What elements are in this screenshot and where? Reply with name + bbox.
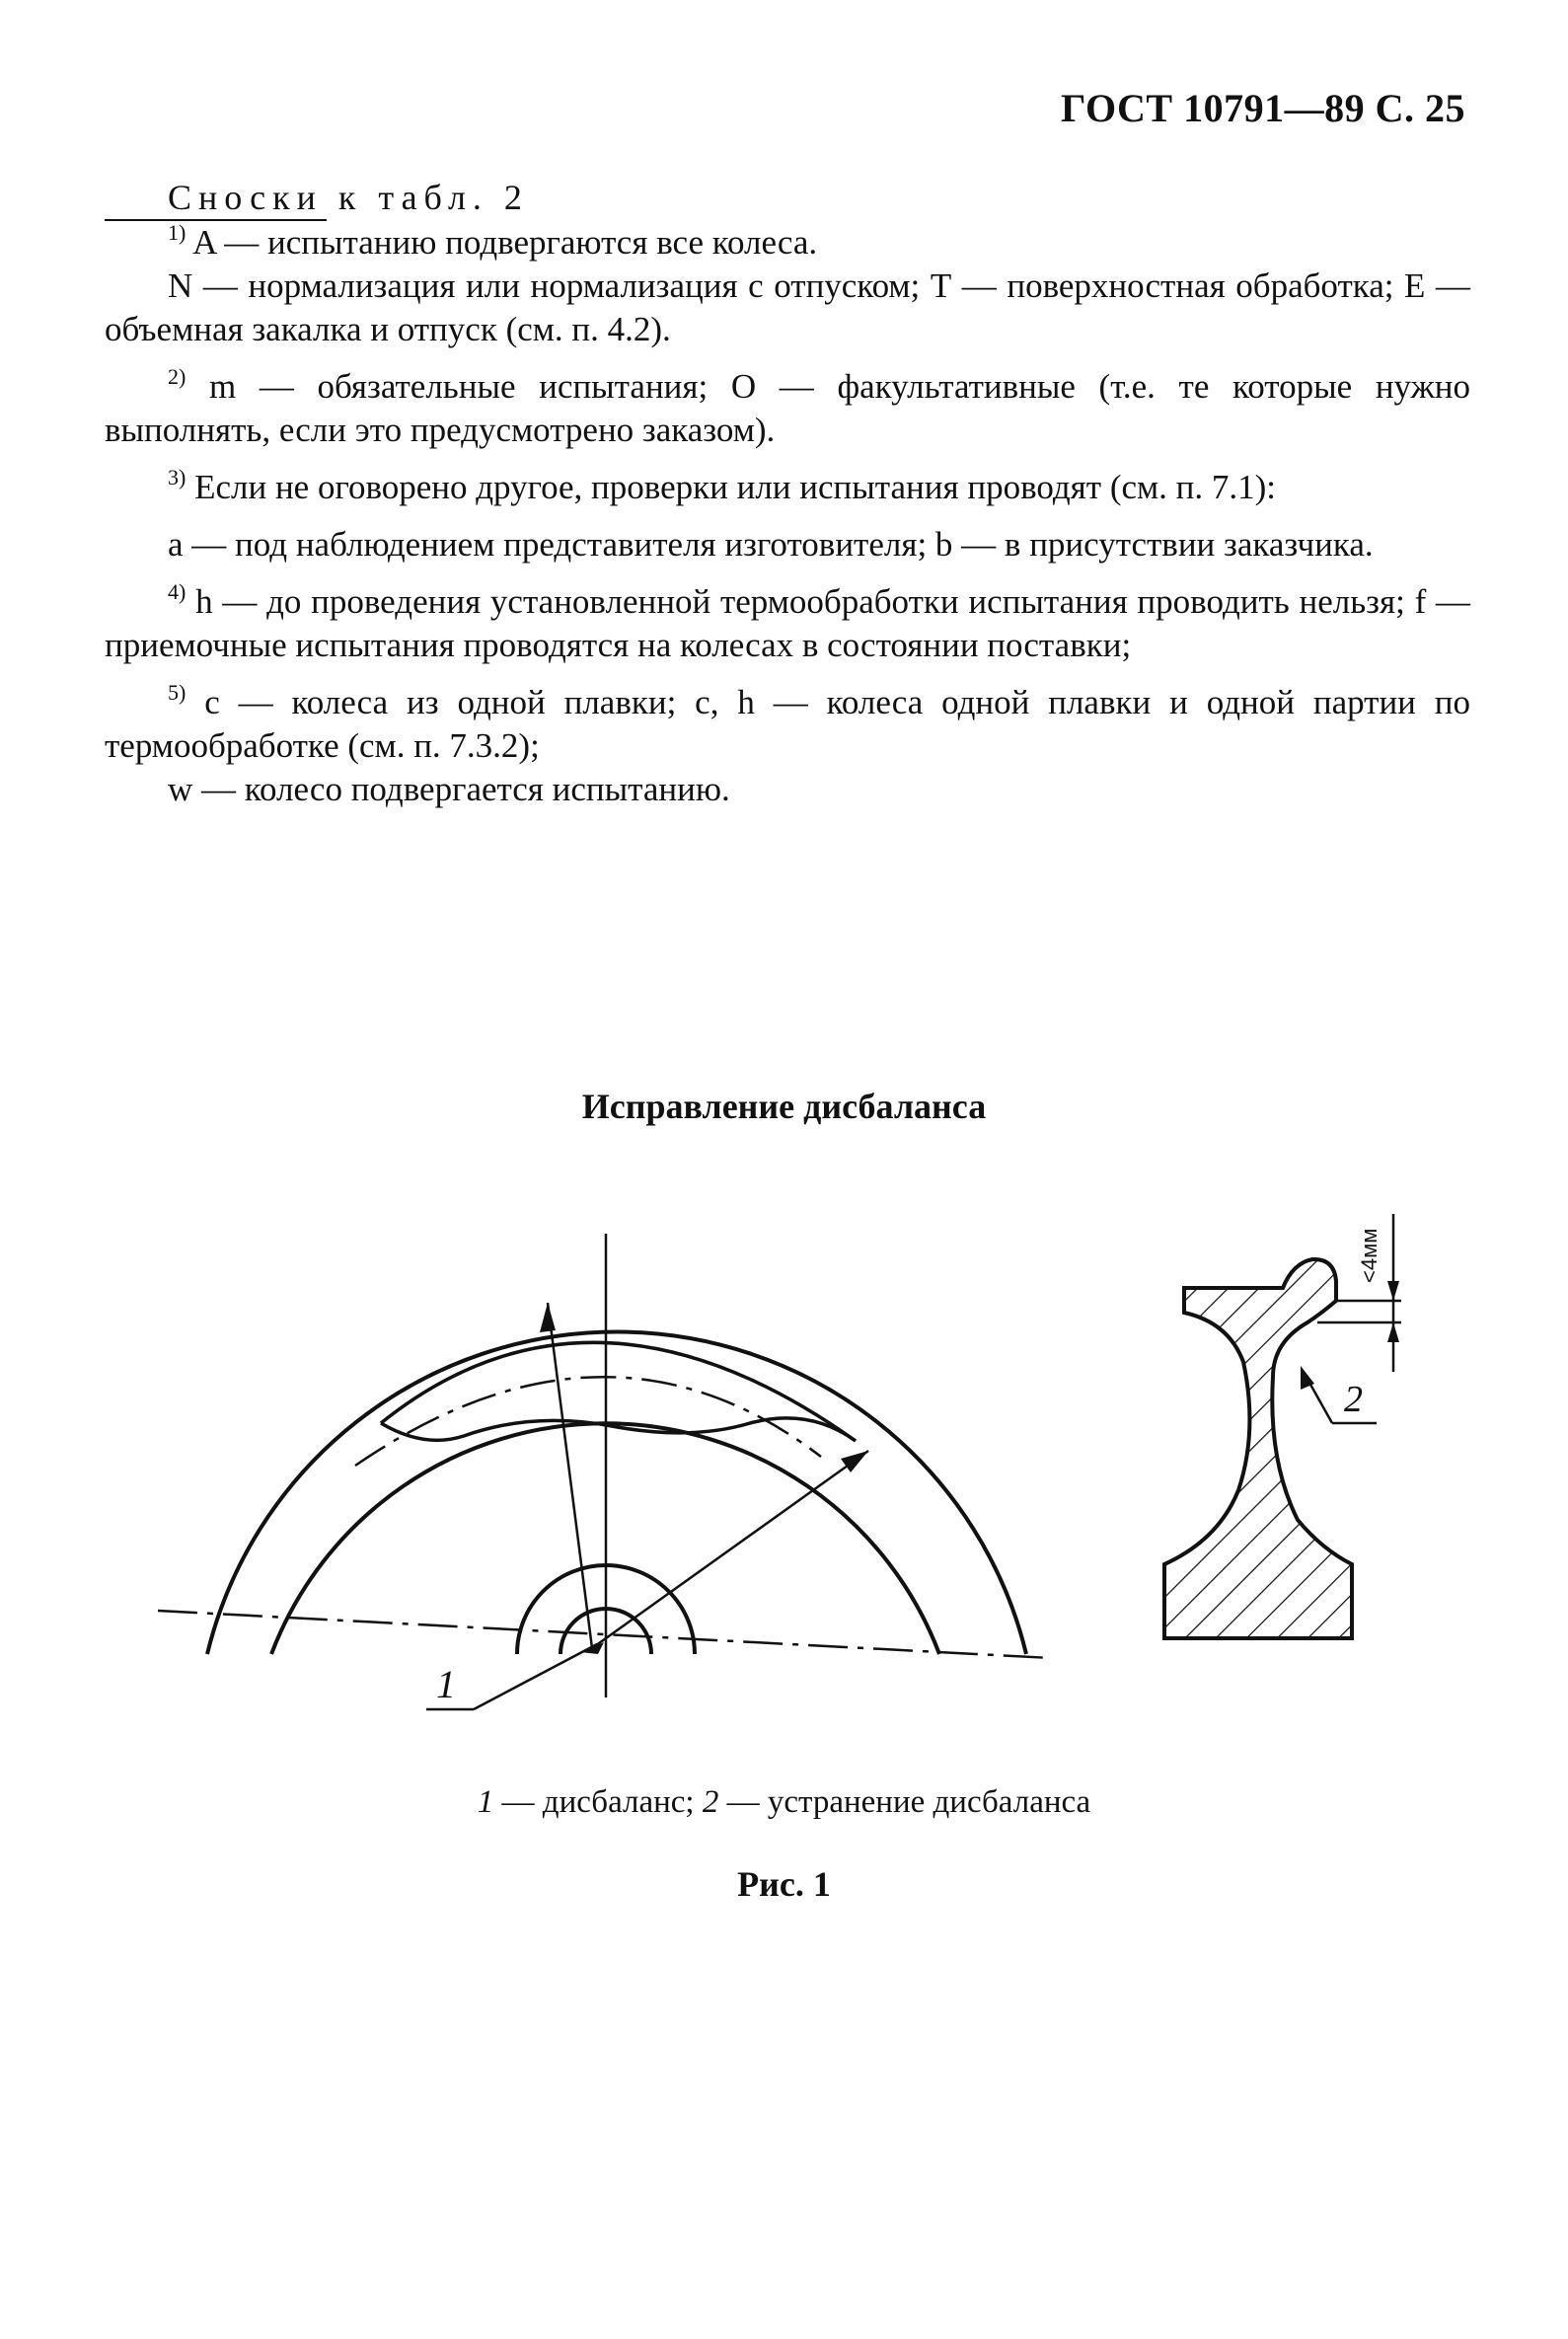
footnote-mark: 4) (168, 579, 187, 604)
footnote-1 (105, 221, 1470, 264)
radius-arrow-1 (548, 1303, 592, 1648)
caption-num-2: 2 (702, 1784, 719, 1820)
footnote-3 (105, 466, 1470, 509)
label-1: 1 (436, 1662, 456, 1706)
footnote-1-cont (105, 264, 1470, 351)
footnotes-title-text: Сноски к табл. 2 (168, 178, 529, 217)
title-underline (105, 219, 327, 221)
footnote-text: w — колесо подвергается испытанию. (168, 770, 730, 808)
caption-num-1: 1 (477, 1784, 494, 1820)
footnote-text: a — под наблюдением представителя изготовителя; b — в присутствии заказчика. (168, 525, 1374, 564)
footnote-mark: 1) (168, 220, 187, 245)
footnote-3-cont (105, 523, 1470, 566)
outer-rim-arc (207, 1332, 1026, 1654)
section-profile (1164, 1259, 1352, 1638)
radius-arrow-2 (592, 1451, 868, 1648)
footnotes-section (105, 176, 1470, 825)
page-header: ГОСТ 10791—89 С. 25 (1060, 86, 1465, 130)
footnote-5-cont (105, 768, 1470, 811)
label-2: 2 (1344, 1379, 1363, 1420)
footnote-text: N — нормализация или нормализация с отпуском; Т — поверхностная обработка; E — объемная закалка и отпуск (см. п. 4.2). (105, 266, 1470, 348)
footnote-text: A — испытанию подвергаются все колеса. (192, 223, 818, 262)
arrowhead-2 (841, 1451, 868, 1472)
footnote-mark: 5) (168, 680, 187, 705)
caption-text-2: — устранение дисбаланса (718, 1784, 1091, 1820)
leader-line-1 (474, 1644, 597, 1709)
footnote-mark: 3) (168, 465, 187, 490)
dimension-label: <4мм (1357, 1228, 1381, 1283)
footnotes-title (168, 176, 1470, 219)
footnote-4 (105, 580, 1470, 667)
footnote-text: h — до проведения установленной термообработки испытания проводить нельзя; f — приемочные испытания проводятся на колесах в состоянии поставки; (105, 582, 1470, 664)
footnote-5 (105, 681, 1470, 768)
footnote-mark: 2) (168, 364, 187, 389)
figure-title: Исправление дисбаланса (581, 1087, 987, 1126)
footnote-text: с — колеса из одной плавки; с, h — колеса одной плавки и одной партии по термообработке (см. п. 7.3.2); (105, 683, 1471, 765)
footnote-text: m — обязательные испытания; О — факультативные (т.е. те которые нужно выполнять, если это предусмотрено заказом). (105, 367, 1471, 449)
footnote-text: Если не оговорено другое, проверки или испытания проводят (см. п. 7.1): (194, 468, 1277, 506)
dim-arrow-up (1387, 1322, 1399, 1342)
arrowhead-1 (540, 1303, 556, 1332)
figure-drawing (0, 1165, 1568, 1757)
figure-caption (0, 1784, 1568, 1821)
footnote-2 (105, 365, 1470, 452)
dim-arrow-down (1387, 1281, 1399, 1301)
caption-text-1: — дисбаланс; (493, 1784, 703, 1820)
disc-cutout (381, 1418, 856, 1441)
wheel-front-view (158, 1234, 1051, 1709)
figure-number: Рис. 1 (737, 1864, 831, 1904)
horizontal-base-line (158, 1611, 1051, 1658)
